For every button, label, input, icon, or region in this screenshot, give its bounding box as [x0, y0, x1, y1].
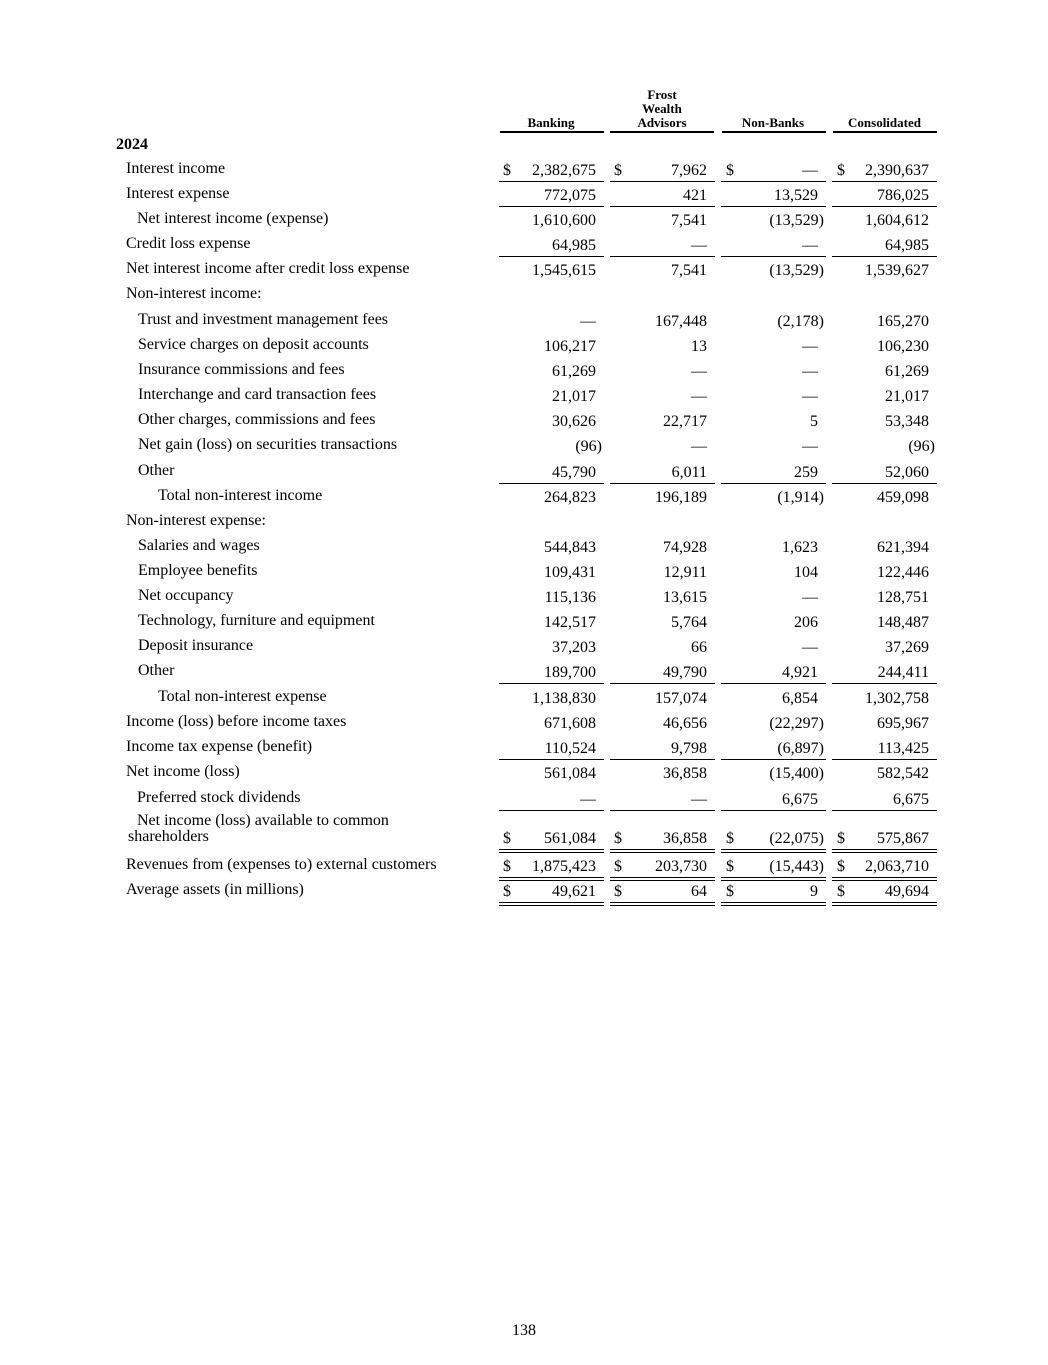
cell-nonbanks: (22,297) [769, 715, 824, 732]
cell-nonbanks: — [802, 639, 818, 656]
cell-consolidated: 2,063,710 [865, 858, 929, 875]
currency-symbol: $ [503, 883, 511, 900]
cell-banking: 106,217 [544, 338, 596, 355]
cell-fwa: — [691, 237, 707, 254]
cell-consolidated: 786,025 [877, 187, 929, 204]
double-underline [610, 849, 715, 853]
row-label: Revenues from (expenses to) external customers [126, 856, 437, 873]
cell-consolidated: 2,390,637 [865, 162, 929, 179]
cell-banking: — [580, 791, 596, 808]
row-label: Service charges on deposit accounts [138, 336, 369, 353]
cell-fwa: 13 [691, 338, 707, 355]
cell-consolidated: 61,269 [885, 363, 929, 380]
underline [832, 256, 937, 257]
underline [610, 256, 715, 257]
cell-nonbanks: — [802, 237, 818, 254]
underline [610, 206, 715, 207]
page-number: 138 [512, 1322, 536, 1339]
table-row [0, 538, 1048, 563]
cell-nonbanks: 6,854 [782, 690, 818, 707]
cell-fwa: 5,764 [671, 614, 707, 631]
col-header-banking: Banking [527, 115, 575, 130]
cell-fwa: 74,928 [663, 539, 707, 556]
cell-banking: 189,700 [544, 664, 596, 681]
row-label: Preferred stock dividends [137, 789, 301, 806]
col-header-fwa-line2: Wealth [642, 101, 682, 116]
double-underline [832, 849, 937, 853]
cell-consolidated: 21,017 [885, 388, 929, 405]
cell-banking: 49,621 [552, 883, 596, 900]
cell-fwa: 46,656 [663, 715, 707, 732]
table-row [0, 663, 1048, 688]
row-label: Other [138, 662, 175, 679]
currency-symbol: $ [726, 830, 734, 847]
underline [610, 759, 715, 760]
underline [721, 181, 826, 182]
underline [610, 683, 715, 684]
cell-banking: 264,823 [544, 489, 596, 506]
row-label: Deposit insurance [138, 637, 254, 654]
double-underline [499, 849, 604, 853]
row-label-line2: shareholders [128, 828, 209, 845]
double-underline [832, 902, 937, 906]
cell-consolidated: 128,751 [877, 589, 929, 606]
underline [610, 181, 715, 182]
row-label: Other [138, 462, 175, 479]
table-row [0, 513, 1048, 538]
cell-banking: 561,084 [544, 830, 596, 847]
currency-symbol: $ [503, 858, 511, 875]
cell-consolidated: 148,487 [877, 614, 929, 631]
cell-banking: 1,610,600 [532, 212, 596, 229]
underline [499, 759, 604, 760]
cell-banking: 561,084 [544, 765, 596, 782]
cell-nonbanks: (15,400) [769, 765, 824, 782]
currency-symbol: $ [614, 830, 622, 847]
cell-nonbanks: 13,529 [774, 187, 818, 204]
double-underline [499, 877, 604, 881]
currency-symbol: $ [837, 858, 845, 875]
cell-nonbanks: 206 [794, 614, 818, 631]
cell-nonbanks: (13,529) [769, 212, 824, 229]
cell-fwa: 7,962 [671, 162, 707, 179]
row-label: Non-interest income: [126, 285, 262, 302]
double-underline [721, 849, 826, 853]
cell-nonbanks: (6,897) [777, 740, 824, 757]
cell-nonbanks: 1,623 [782, 539, 818, 556]
row-label [128, 812, 389, 845]
underline [721, 483, 826, 484]
cell-consolidated: 244,411 [877, 664, 929, 681]
cell-fwa: 203,730 [655, 858, 707, 875]
cell-fwa: 13,615 [663, 589, 707, 606]
table-row [0, 261, 1048, 286]
row-label: Interchange and card transaction fees [138, 386, 377, 403]
row-label: Income tax expense (benefit) [126, 738, 313, 755]
cell-consolidated: 575,867 [877, 830, 929, 847]
cell-banking: 544,843 [544, 539, 596, 556]
cell-consolidated: 1,604,612 [865, 212, 929, 229]
table-row [0, 764, 1048, 789]
table-row [0, 812, 1048, 849]
currency-symbol: $ [726, 858, 734, 875]
cell-nonbanks: — [802, 589, 818, 606]
row-label: Interest income [126, 160, 226, 177]
cell-banking: 2,382,675 [532, 162, 596, 179]
row-label: Employee benefits [138, 562, 258, 579]
cell-consolidated: 6,675 [893, 791, 929, 808]
row-label: Average assets (in millions) [126, 881, 304, 898]
table-row [0, 857, 1048, 882]
cell-fwa: — [691, 363, 707, 380]
table-row [0, 286, 1048, 311]
table-row [0, 211, 1048, 236]
cell-fwa: 196,189 [655, 489, 707, 506]
col-header-fwa-line1: Frost [647, 87, 677, 102]
row-label: Interest expense [126, 185, 230, 202]
cell-nonbanks: (1,914) [777, 489, 824, 506]
cell-consolidated: 64,985 [885, 237, 929, 254]
cell-banking: 115,136 [544, 589, 596, 606]
cell-nonbanks: 5 [810, 413, 818, 430]
row-label: Technology, furniture and equipment [138, 612, 375, 629]
cell-fwa: 9,798 [671, 740, 707, 757]
cell-nonbanks: (2,178) [777, 313, 824, 330]
cell-nonbanks: — [802, 438, 818, 455]
cell-nonbanks: — [802, 388, 818, 405]
row-label: Total non-interest expense [158, 688, 327, 705]
cell-fwa: 36,858 [663, 765, 707, 782]
cell-fwa: 7,541 [671, 212, 707, 229]
underline [721, 810, 826, 811]
table-row [0, 689, 1048, 714]
underline [832, 683, 937, 684]
table-row [0, 186, 1048, 211]
cell-banking: — [580, 313, 596, 330]
row-label-line1: Net income (loss) available to common [137, 812, 389, 829]
cell-consolidated: 165,270 [877, 313, 929, 330]
cell-nonbanks: 9 [810, 883, 818, 900]
underline [610, 483, 715, 484]
currency-symbol: $ [837, 162, 845, 179]
underline [832, 483, 937, 484]
row-label: Net gain (loss) on securities transactions [138, 436, 398, 453]
cell-consolidated: (96) [908, 438, 935, 455]
double-underline [610, 877, 715, 881]
table-row [0, 638, 1048, 663]
table-row [0, 714, 1048, 739]
cell-banking: 1,545,615 [532, 262, 596, 279]
double-underline [721, 877, 826, 881]
double-underline [832, 877, 937, 881]
cell-consolidated: 1,302,758 [865, 690, 929, 707]
cell-nonbanks: (15,443) [769, 858, 824, 875]
row-label: Total non-interest income [158, 487, 323, 504]
cell-fwa: 167,448 [655, 313, 707, 330]
currency-symbol: $ [614, 883, 622, 900]
underline [721, 206, 826, 207]
cell-fwa: — [691, 791, 707, 808]
cell-banking: 21,017 [552, 388, 596, 405]
cell-consolidated: 113,425 [877, 740, 929, 757]
row-label: Net occupancy [138, 587, 234, 604]
cell-banking: 61,269 [552, 363, 596, 380]
cell-consolidated: 53,348 [885, 413, 929, 430]
cell-banking: 110,524 [544, 740, 596, 757]
table-row [0, 488, 1048, 513]
table-row [0, 463, 1048, 488]
cell-fwa: 22,717 [663, 413, 707, 430]
cell-banking: 671,608 [544, 715, 596, 732]
row-label: Other charges, commissions and fees [138, 411, 376, 428]
cell-nonbanks: 4,921 [782, 664, 818, 681]
cell-consolidated: 695,967 [877, 715, 929, 732]
table-row [0, 563, 1048, 588]
table-row [0, 387, 1048, 412]
cell-consolidated: 582,542 [877, 765, 929, 782]
cell-nonbanks: (22,075) [769, 830, 824, 847]
table-row [0, 588, 1048, 613]
row-label: Net interest income after credit loss expense [126, 260, 410, 277]
currency-symbol: $ [614, 162, 622, 179]
cell-fwa: 6,011 [671, 464, 707, 481]
cell-fwa: 64 [691, 883, 707, 900]
cell-fwa: 7,541 [671, 262, 707, 279]
cell-fwa: 66 [691, 639, 707, 656]
cell-consolidated: 1,539,627 [865, 262, 929, 279]
row-label: Credit loss expense [126, 235, 251, 252]
cell-fwa: 421 [683, 187, 707, 204]
currency-symbol: $ [503, 162, 511, 179]
underline [499, 181, 604, 182]
table-row [0, 312, 1048, 337]
cell-banking: 37,203 [552, 639, 596, 656]
currency-symbol: $ [726, 883, 734, 900]
row-label: Insurance commissions and fees [138, 361, 345, 378]
table-row [0, 739, 1048, 764]
col-header-fwa-line3: Advisors [637, 115, 687, 130]
underline [499, 483, 604, 484]
cell-fwa: — [691, 438, 707, 455]
underline [832, 759, 937, 760]
cell-banking: 1,875,423 [532, 858, 596, 875]
underline [499, 256, 604, 257]
table-row [0, 161, 1048, 186]
double-underline [610, 902, 715, 906]
underline [499, 206, 604, 207]
table-row [0, 412, 1048, 437]
cell-nonbanks: 6,675 [782, 791, 818, 808]
cell-consolidated: 621,394 [877, 539, 929, 556]
cell-banking: (96) [575, 438, 602, 455]
cell-consolidated: 37,269 [885, 639, 929, 656]
cell-nonbanks: — [802, 162, 818, 179]
underline [721, 683, 826, 684]
underline [832, 181, 937, 182]
cell-nonbanks: 104 [794, 564, 818, 581]
table-row [0, 613, 1048, 638]
cell-banking: 772,075 [544, 187, 596, 204]
cell-nonbanks: — [802, 338, 818, 355]
cell-consolidated: 106,230 [877, 338, 929, 355]
double-underline [721, 902, 826, 906]
cell-fwa: — [691, 388, 707, 405]
row-label: Income (loss) before income taxes [126, 713, 347, 730]
currency-symbol: $ [837, 883, 845, 900]
currency-symbol: $ [614, 858, 622, 875]
cell-banking: 109,431 [544, 564, 596, 581]
table-row [0, 337, 1048, 362]
row-label: Net income (loss) [126, 763, 240, 780]
row-label: Net interest income (expense) [137, 210, 329, 227]
cell-consolidated: 459,098 [877, 489, 929, 506]
col-header-consolidated: Consolidated [848, 115, 921, 130]
cell-fwa: 36,858 [663, 830, 707, 847]
underline [721, 256, 826, 257]
cell-fwa: 49,790 [663, 664, 707, 681]
row-label: Trust and investment management fees [138, 311, 389, 328]
table-row [0, 437, 1048, 462]
currency-symbol: $ [837, 830, 845, 847]
cell-banking: 64,985 [552, 237, 596, 254]
underline [499, 810, 604, 811]
table-row [0, 882, 1048, 907]
cell-banking: 30,626 [552, 413, 596, 430]
double-underline [499, 902, 604, 906]
underline [832, 206, 937, 207]
cell-banking: 45,790 [552, 464, 596, 481]
cell-fwa: 157,074 [655, 690, 707, 707]
year-heading: 2024 [116, 136, 148, 153]
underline [610, 810, 715, 811]
row-label: Non-interest expense: [126, 512, 266, 529]
cell-consolidated: 49,694 [885, 883, 929, 900]
cell-nonbanks: (13,529) [769, 262, 824, 279]
table-row [0, 362, 1048, 387]
cell-banking: 142,517 [544, 614, 596, 631]
currency-symbol: $ [503, 830, 511, 847]
cell-banking: 1,138,830 [532, 690, 596, 707]
currency-symbol: $ [726, 162, 734, 179]
table-row [0, 236, 1048, 261]
col-header-non-banks: Non-Banks [741, 115, 805, 130]
underline [832, 810, 937, 811]
cell-consolidated: 52,060 [885, 464, 929, 481]
cell-nonbanks: 259 [794, 464, 818, 481]
row-label: Salaries and wages [138, 537, 260, 554]
cell-nonbanks: — [802, 363, 818, 380]
cell-fwa: 12,911 [663, 564, 707, 581]
underline [721, 759, 826, 760]
underline [499, 683, 604, 684]
cell-consolidated: 122,446 [877, 564, 929, 581]
